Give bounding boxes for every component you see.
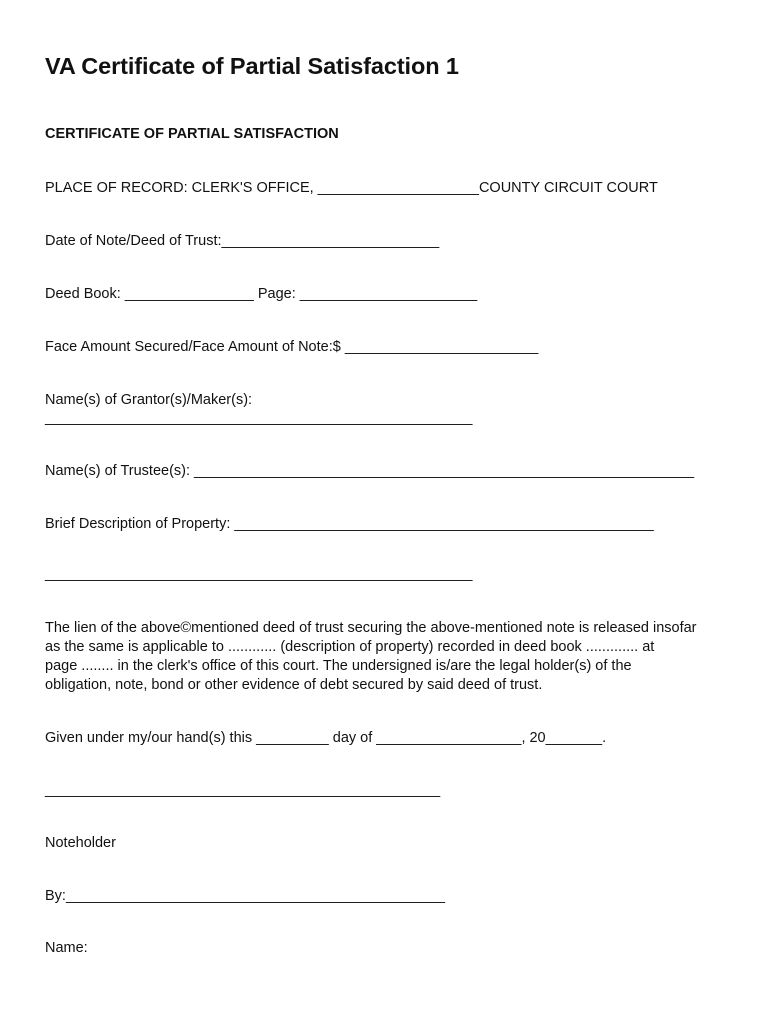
paragraph-line: as the same is applicable to ............ (description of property) recorded in deed book ............. at (45, 639, 655, 655)
grantors-label: Name(s) of Grantor(s)/Maker(s): (45, 392, 253, 408)
given-under-line: Given under my/our hand(s) this _________ day of __________________, 20_______. (45, 730, 607, 746)
certificate-heading: CERTIFICATE OF PARTIAL SATISFACTION (45, 126, 339, 142)
noteholder-label: Noteholder (45, 835, 116, 851)
paragraph-line: obligation, note, bond or other evidence of debt secured by said deed of trust. (45, 677, 543, 693)
date-of-note-line: Date of Note/Deed of Trust:___________________________ (45, 233, 440, 249)
paragraph-line: page ........ in the clerk's office of this court. The undersigned is/are the legal holder(s) of the (45, 658, 632, 674)
by-line: By:_______________________________________________ (45, 888, 445, 904)
signature-line: _________________________________________________ (45, 782, 441, 798)
document-title: VA Certificate of Partial Satisfaction 1 (45, 53, 459, 79)
property-description-line: Brief Description of Property: ____________________________________________________ (45, 516, 654, 532)
face-amount-line: Face Amount Secured/Face Amount of Note:$ ________________________ (45, 339, 539, 355)
paragraph-line: The lien of the above©mentioned deed of trust securing the above-mentioned note is released insofar (45, 620, 697, 636)
property-blank-line: _____________________________________________________ (45, 566, 473, 582)
place-of-record-line: PLACE OF RECORD: CLERK'S OFFICE, ____________________COUNTY CIRCUIT COURT (45, 180, 658, 196)
deed-book-line: Deed Book: ________________ Page: ______________________ (45, 286, 478, 302)
name-label: Name: (45, 940, 88, 956)
grantors-blank-line: _____________________________________________________ (45, 410, 473, 426)
trustees-line: Name(s) of Trustee(s): ______________________________________________________________ (45, 463, 695, 479)
release-paragraph (45, 619, 735, 695)
